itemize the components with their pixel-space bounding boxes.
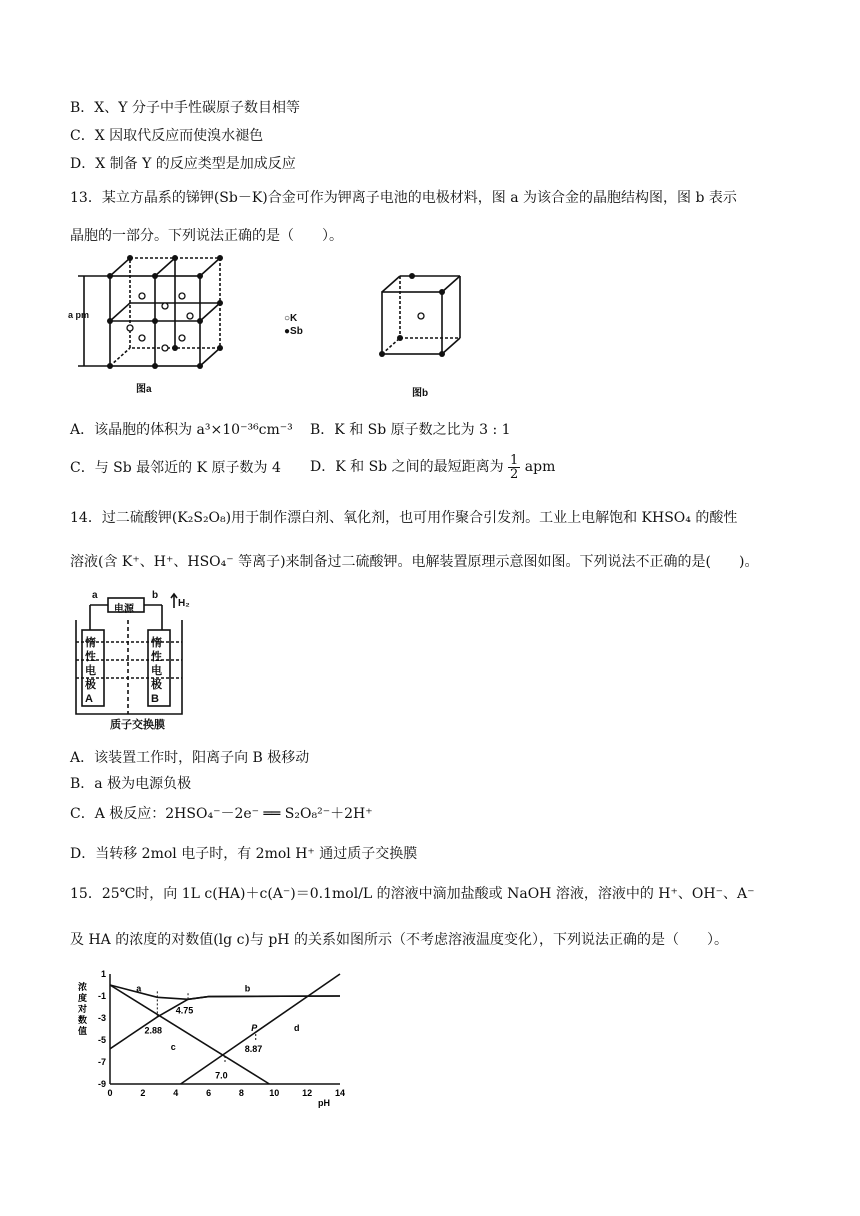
- y-tick-label: -3: [97, 1013, 106, 1023]
- q13-figure-a: [68, 248, 240, 395]
- series-label-c: c: [170, 1041, 176, 1052]
- k-symbol-icon: ○: [284, 313, 291, 324]
- y-axis-label-char: 值: [78, 1027, 88, 1037]
- x-tick-label: 4: [173, 1088, 179, 1098]
- q14-option-b: B．a 极为电源负极: [70, 776, 192, 792]
- series-label-b: b: [244, 983, 251, 994]
- annotation-label: P: [251, 1023, 258, 1034]
- q13-option-d: [310, 452, 555, 482]
- y-axis-label-char: 度: [78, 994, 88, 1004]
- h2-label: H₂: [178, 598, 190, 609]
- q13-option-b: B．K 和 Sb 原子数之比为 3 : 1: [310, 422, 511, 438]
- q14-electrolysis-figure: [70, 590, 190, 730]
- q13-legend: [284, 312, 303, 338]
- q13-option-c: C．与 Sb 最邻近的 K 原子数为 4: [70, 460, 281, 476]
- q14-option-a: A．该装置工作时，阳离子向 B 极移动: [70, 750, 310, 766]
- annotation-label: 8.87: [244, 1044, 263, 1055]
- x-tick-label: 12: [302, 1088, 313, 1098]
- series-line-d: [181, 974, 340, 1084]
- half-fraction: $\frac{1}{2}$: [510, 452, 519, 482]
- q15-stem-line1: 15．25℃时，向 1L c(HA)＋c(A⁻)＝0.1mol/L 的溶液中滴加盐酸或 NaOH 溶液，溶液中的 H⁺、OH⁻、A⁻: [70, 886, 755, 902]
- q14-stem-line2: 溶液(含 K⁺、H⁺、HSO₄⁻ 等离子)来制备过二硫酸钾。电解装置原理示意图如图。下列说法不正确的是( )。: [70, 554, 759, 570]
- q14-stem-line1: 14．过二硫酸钾(K₂S₂O₈)用于制作漂白剂、氧化剂，也可用作聚合引发剂。工业上电解饱和 KHSO₄ 的酸性: [70, 510, 738, 526]
- q12-option-b: B．X、Y 分子中手性碳原子数目相等: [70, 100, 300, 116]
- q13-option-d-unit: apm: [524, 459, 556, 475]
- electrode-b-label: 惰性电极B: [151, 637, 162, 705]
- terminal-b-label: b: [152, 590, 159, 601]
- x-tick-label: 8: [238, 1088, 244, 1098]
- annotation-label: 7.0: [215, 1070, 228, 1081]
- y-tick-label: -9: [97, 1079, 106, 1089]
- series-label-d: d: [294, 1023, 300, 1034]
- q15-stem-line2: 及 HA 的浓度的对数值(lg c)与 pH 的关系如图所示（不考虑溶液温度变化），下列说法正确的是（ ）。: [70, 932, 728, 948]
- series-label-a: a: [136, 983, 142, 994]
- sb-symbol-icon: ●: [284, 326, 291, 337]
- legend-k: K: [290, 313, 298, 324]
- annotation-label: 2.88: [144, 1025, 163, 1036]
- y-tick-label: -5: [97, 1035, 106, 1045]
- q12-option-c: C．X 因取代反应而使溴水褪色: [70, 128, 264, 144]
- y-axis-label-char: 浓: [78, 983, 88, 993]
- q13-option-a: A．该晶胞的体积为 a³×10⁻³⁶cm⁻³: [70, 422, 293, 438]
- q14-option-c: C．A 极反应：2HSO₄⁻－2e⁻ ══ S₂O₈²⁻＋2H⁺: [70, 806, 373, 822]
- x-tick-label: 2: [140, 1088, 146, 1098]
- electrode-a-label: 惰性电极A: [85, 637, 96, 705]
- membrane-label: 质子交换膜: [110, 719, 165, 731]
- power-source-label: 电源: [114, 604, 134, 615]
- q13-stem-line2: 晶胞的一部分。下列说法正确的是（ ）。: [70, 228, 343, 244]
- q13-stem-line1: 13．某立方晶系的锑钾(Sb－K)合金可作为钾离子电池的电极材料，图 a 为该合金的晶胞结构图，图 b 表示: [70, 190, 737, 206]
- q13-option-d-text: D．K 和 Sb 之间的最短距离为: [310, 459, 504, 475]
- terminal-a-label: a: [92, 590, 98, 601]
- y-tick-label: -7: [97, 1057, 106, 1067]
- q12-option-d: D．X 制备 Y 的反应类型是加成反应: [70, 156, 296, 172]
- lgc-ph-chart: [70, 968, 360, 1118]
- x-tick-label: 6: [206, 1088, 212, 1098]
- y-axis-label-char: 数: [78, 1016, 88, 1026]
- figure-a-caption: 图a: [136, 384, 152, 395]
- x-tick-label: 14: [334, 1088, 346, 1098]
- y-tick-label: -1: [97, 991, 106, 1001]
- q15-chart: [70, 968, 360, 1118]
- x-tick-label: 0: [107, 1088, 113, 1098]
- series-line-b: [110, 996, 340, 1049]
- annotation-label: 4.75: [175, 1005, 194, 1016]
- y-tick-label: 1: [100, 969, 106, 979]
- lattice-dimension-label: a pm: [68, 310, 90, 320]
- q13-figure-b: [372, 270, 472, 399]
- q14-option-d: D．当转移 2mol 电子时，有 2mol H⁺ 通过质子交换膜: [70, 846, 418, 862]
- figure-b-caption: 图b: [412, 388, 429, 399]
- y-axis-label-char: 对: [78, 1005, 88, 1015]
- x-axis-label: pH: [318, 1098, 330, 1108]
- x-tick-label: 10: [269, 1088, 280, 1098]
- legend-sb: Sb: [290, 326, 303, 337]
